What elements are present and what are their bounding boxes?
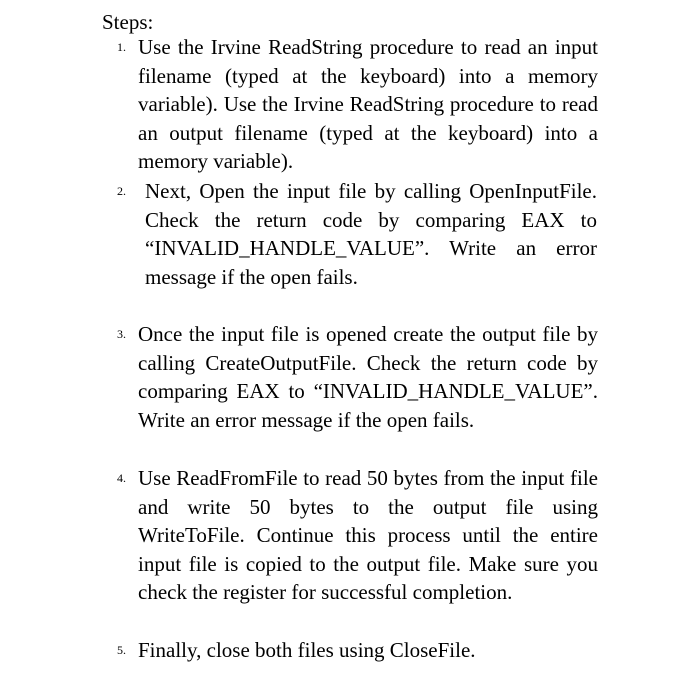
step-2-number: 2. <box>117 184 126 198</box>
step-3-number: 3. <box>117 327 126 341</box>
step-1-text: Use the Irvine ReadString procedure to read an input filename (typed at the keyboard) into a memory variable). Use the Irvine ReadString procedure to read an output filename (typed at the keyboard) into a memory variable). <box>138 35 598 174</box>
steps-heading: Steps: <box>102 10 154 34</box>
step-1-number: 1. <box>117 40 126 54</box>
step-2-text: Next, Open the input file by calling OpenInputFile. Check the return code by comparing EAX to “INVALID_HANDLE_VALUE”. Write an error message if the open fails. <box>145 179 597 289</box>
step-3-text: Once the input file is opened create the output file by calling CreateOutputFile. Check the return code by comparing EAX to “INVALID_HANDLE_VALUE”. Write an error message if the open fails. <box>138 322 598 432</box>
step-4-text: Use ReadFromFile to read 50 bytes from the input file and write 50 bytes to the output file using WriteToFile. Continue this process until the entire input file is copied to the output file. Make sure you check the register for successful completion. <box>138 466 598 605</box>
step-5-number: 5. <box>117 643 126 657</box>
step-5-text: Finally, close both files using CloseFile. <box>138 638 476 662</box>
step-4-number: 4. <box>117 471 126 485</box>
